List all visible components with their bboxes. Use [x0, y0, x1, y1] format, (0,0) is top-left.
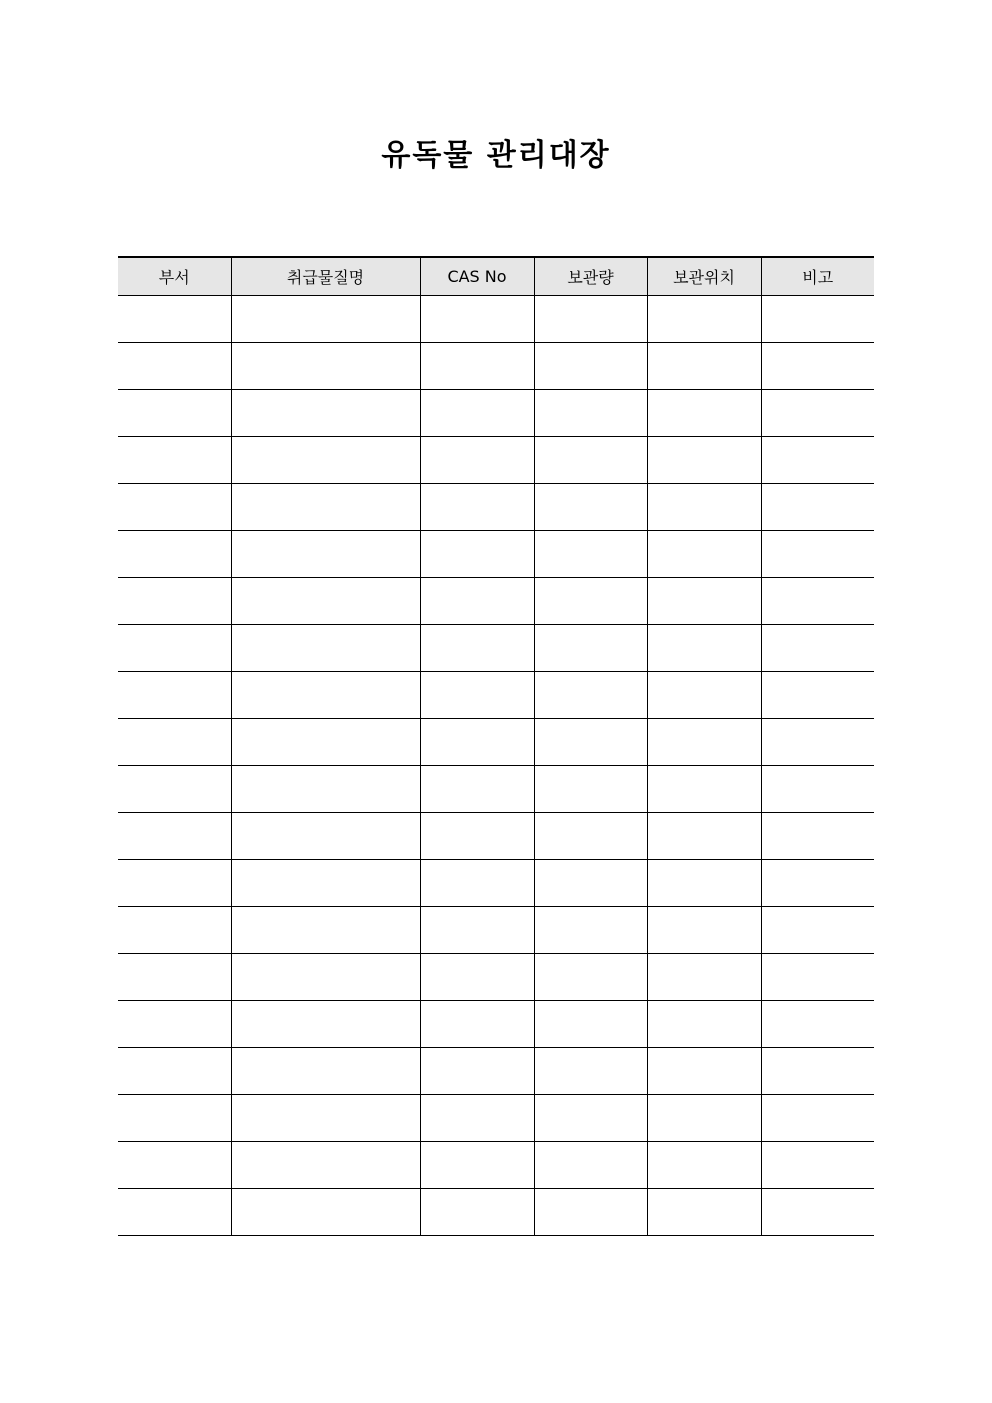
storage-amount-cell[interactable]	[534, 907, 647, 954]
cas-no-cell[interactable]	[420, 296, 534, 343]
table-row	[118, 1001, 874, 1048]
department-cell[interactable]	[118, 1142, 231, 1189]
cas-no-cell[interactable]	[420, 672, 534, 719]
storage-location-cell[interactable]	[647, 531, 761, 578]
cas-no-cell[interactable]	[420, 766, 534, 813]
storage-amount-cell[interactable]	[534, 1095, 647, 1142]
remarks-cell[interactable]	[761, 578, 874, 625]
department-cell[interactable]	[118, 907, 231, 954]
substance-name-cell[interactable]	[231, 1048, 420, 1095]
department-cell[interactable]	[118, 531, 231, 578]
department-cell[interactable]	[118, 1095, 231, 1142]
department-cell[interactable]	[118, 1189, 231, 1236]
storage-amount-cell[interactable]	[534, 954, 647, 1001]
table-row	[118, 625, 874, 672]
department-cell[interactable]	[118, 296, 231, 343]
table-row	[118, 907, 874, 954]
cas-no-cell[interactable]	[420, 1001, 534, 1048]
substance-name-cell[interactable]	[231, 343, 420, 390]
table-row	[118, 578, 874, 625]
department-cell[interactable]	[118, 390, 231, 437]
remarks-cell[interactable]	[761, 531, 874, 578]
substance-name-cell[interactable]	[231, 484, 420, 531]
column-header-remarks: 비고	[761, 257, 874, 296]
storage-location-cell[interactable]	[647, 484, 761, 531]
remarks-cell[interactable]	[761, 390, 874, 437]
table-row	[118, 296, 874, 343]
remarks-cell[interactable]	[761, 719, 874, 766]
storage-amount-cell[interactable]	[534, 672, 647, 719]
substance-name-cell[interactable]	[231, 531, 420, 578]
department-cell[interactable]	[118, 672, 231, 719]
substance-name-cell[interactable]	[231, 1189, 420, 1236]
cas-no-cell[interactable]	[420, 1189, 534, 1236]
department-cell[interactable]	[118, 343, 231, 390]
department-cell[interactable]	[118, 578, 231, 625]
substance-name-cell[interactable]	[231, 954, 420, 1001]
substance-name-cell[interactable]	[231, 1001, 420, 1048]
remarks-cell[interactable]	[761, 1048, 874, 1095]
department-cell[interactable]	[118, 860, 231, 907]
table-row	[118, 484, 874, 531]
cas-no-cell[interactable]	[420, 578, 534, 625]
storage-location-cell[interactable]	[647, 813, 761, 860]
column-header-substance-name: 취급물질명	[231, 257, 420, 296]
department-cell[interactable]	[118, 1048, 231, 1095]
cas-no-cell[interactable]	[420, 343, 534, 390]
substance-name-cell[interactable]	[231, 766, 420, 813]
department-cell[interactable]	[118, 1001, 231, 1048]
department-cell[interactable]	[118, 484, 231, 531]
storage-amount-cell[interactable]	[534, 1142, 647, 1189]
storage-location-cell[interactable]	[647, 1142, 761, 1189]
remarks-cell[interactable]	[761, 625, 874, 672]
substance-name-cell[interactable]	[231, 578, 420, 625]
table-row	[118, 813, 874, 860]
table-row	[118, 343, 874, 390]
storage-amount-cell[interactable]	[534, 860, 647, 907]
column-header-department: 부서	[118, 257, 231, 296]
storage-amount-cell[interactable]	[534, 531, 647, 578]
storage-amount-cell[interactable]	[534, 1189, 647, 1236]
remarks-cell[interactable]	[761, 1001, 874, 1048]
remarks-cell[interactable]	[761, 860, 874, 907]
storage-amount-cell[interactable]	[534, 625, 647, 672]
substance-name-cell[interactable]	[231, 390, 420, 437]
table-row	[118, 672, 874, 719]
remarks-cell[interactable]	[761, 1189, 874, 1236]
storage-location-cell[interactable]	[647, 766, 761, 813]
remarks-cell[interactable]	[761, 343, 874, 390]
remarks-cell[interactable]	[761, 813, 874, 860]
remarks-cell[interactable]	[761, 766, 874, 813]
cas-no-cell[interactable]	[420, 437, 534, 484]
remarks-cell[interactable]	[761, 907, 874, 954]
cas-no-cell[interactable]	[420, 813, 534, 860]
cas-no-cell[interactable]	[420, 625, 534, 672]
cas-no-cell[interactable]	[420, 390, 534, 437]
substance-name-cell[interactable]	[231, 1142, 420, 1189]
table-row	[118, 1095, 874, 1142]
substance-name-cell[interactable]	[231, 625, 420, 672]
storage-location-cell[interactable]	[647, 719, 761, 766]
substance-name-cell[interactable]	[231, 719, 420, 766]
substance-name-cell[interactable]	[231, 296, 420, 343]
table-row	[118, 531, 874, 578]
storage-location-cell[interactable]	[647, 343, 761, 390]
department-cell[interactable]	[118, 813, 231, 860]
table-header-row	[118, 257, 874, 296]
remarks-cell[interactable]	[761, 954, 874, 1001]
table-row	[118, 1189, 874, 1236]
column-header-storage-location: 보관위치	[647, 257, 761, 296]
remarks-cell[interactable]	[761, 1142, 874, 1189]
substance-name-cell[interactable]	[231, 860, 420, 907]
storage-amount-cell[interactable]	[534, 390, 647, 437]
storage-location-cell[interactable]	[647, 1189, 761, 1236]
column-header-storage-amount: 보관량	[534, 257, 647, 296]
cas-no-cell[interactable]	[420, 1142, 534, 1189]
storage-location-cell[interactable]	[647, 578, 761, 625]
cas-no-cell[interactable]	[420, 484, 534, 531]
storage-amount-cell[interactable]	[534, 1001, 647, 1048]
storage-location-cell[interactable]	[647, 1001, 761, 1048]
cas-no-cell[interactable]	[420, 860, 534, 907]
cas-no-cell[interactable]	[420, 954, 534, 1001]
table-row	[118, 860, 874, 907]
cas-no-cell[interactable]	[420, 1048, 534, 1095]
storage-location-cell[interactable]	[647, 860, 761, 907]
toxic-substance-ledger-table	[118, 256, 874, 1236]
table-row	[118, 954, 874, 1001]
storage-amount-cell[interactable]	[534, 296, 647, 343]
remarks-cell[interactable]	[761, 484, 874, 531]
department-cell[interactable]	[118, 954, 231, 1001]
department-cell[interactable]	[118, 625, 231, 672]
table-row	[118, 1142, 874, 1189]
substance-name-cell[interactable]	[231, 907, 420, 954]
substance-name-cell[interactable]	[231, 437, 420, 484]
storage-location-cell[interactable]	[647, 296, 761, 343]
table-row	[118, 719, 874, 766]
cas-no-cell[interactable]	[420, 531, 534, 578]
storage-amount-cell[interactable]	[534, 437, 647, 484]
substance-name-cell[interactable]	[231, 813, 420, 860]
storage-location-cell[interactable]	[647, 625, 761, 672]
remarks-cell[interactable]	[761, 672, 874, 719]
table-row	[118, 1048, 874, 1095]
storage-location-cell[interactable]	[647, 390, 761, 437]
table-row	[118, 437, 874, 484]
table-row	[118, 390, 874, 437]
storage-amount-cell[interactable]	[534, 1048, 647, 1095]
cas-no-cell[interactable]	[420, 1095, 534, 1142]
storage-amount-cell[interactable]	[534, 343, 647, 390]
remarks-cell[interactable]	[761, 1095, 874, 1142]
storage-amount-cell[interactable]	[534, 578, 647, 625]
storage-location-cell[interactable]	[647, 1095, 761, 1142]
cas-no-cell[interactable]	[420, 719, 534, 766]
substance-name-cell[interactable]	[231, 1095, 420, 1142]
table-body	[118, 296, 874, 1236]
department-cell[interactable]	[118, 719, 231, 766]
department-cell[interactable]	[118, 766, 231, 813]
column-header-cas-no: CAS No	[420, 257, 534, 296]
remarks-cell[interactable]	[761, 437, 874, 484]
department-cell[interactable]	[118, 437, 231, 484]
storage-location-cell[interactable]	[647, 672, 761, 719]
cas-no-cell[interactable]	[420, 907, 534, 954]
storage-amount-cell[interactable]	[534, 766, 647, 813]
storage-location-cell[interactable]	[647, 437, 761, 484]
storage-amount-cell[interactable]	[534, 484, 647, 531]
storage-location-cell[interactable]	[647, 907, 761, 954]
remarks-cell[interactable]	[761, 296, 874, 343]
storage-amount-cell[interactable]	[534, 813, 647, 860]
storage-location-cell[interactable]	[647, 954, 761, 1001]
page-title: 유독물 관리대장	[381, 138, 611, 173]
storage-location-cell[interactable]	[647, 1048, 761, 1095]
storage-amount-cell[interactable]	[534, 719, 647, 766]
substance-name-cell[interactable]	[231, 672, 420, 719]
table-row	[118, 766, 874, 813]
